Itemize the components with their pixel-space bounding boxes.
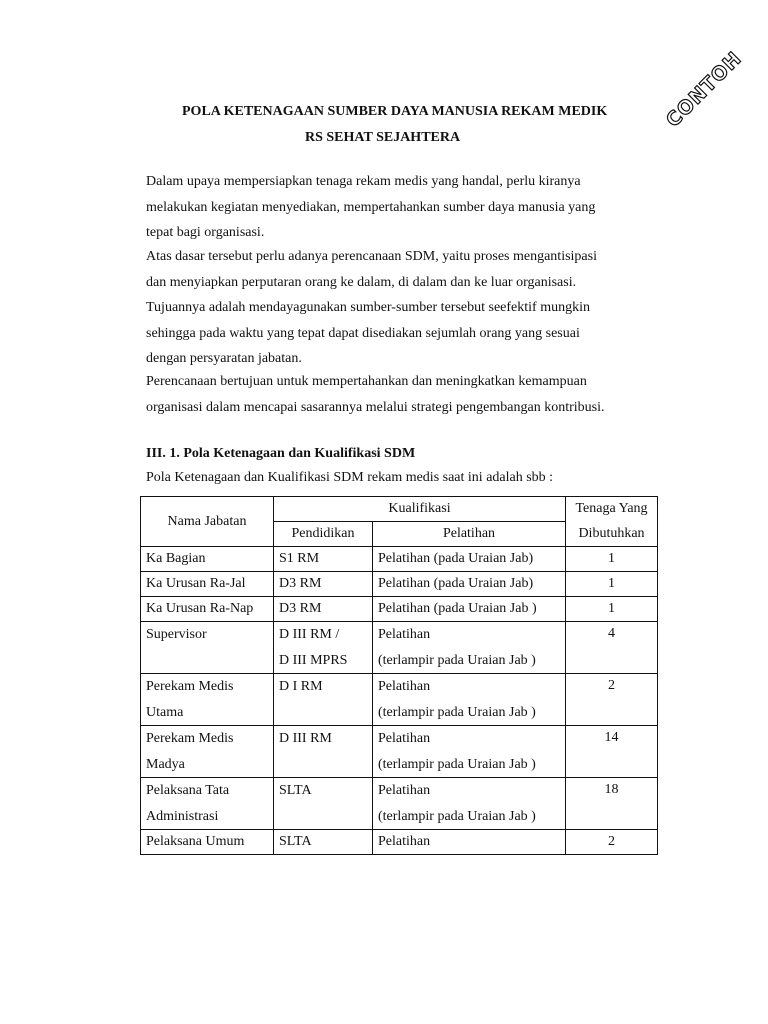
cell-pelatihan bbox=[373, 726, 566, 778]
cell-jumlah: 2 bbox=[566, 674, 658, 726]
cell-jumlah: 4 bbox=[566, 622, 658, 674]
cell-line bbox=[146, 674, 268, 700]
cell-line: D III RM bbox=[279, 731, 332, 746]
cell-pendidikan: D3 RM bbox=[274, 572, 373, 597]
table-row bbox=[141, 674, 658, 726]
cell-line: D III MPRS bbox=[279, 652, 348, 668]
paragraph-1 bbox=[146, 169, 658, 246]
cell-line: SLTA bbox=[279, 783, 312, 798]
word: Tata bbox=[205, 783, 230, 798]
cell-jabatan: Ka Urusan Ra-Jal bbox=[141, 572, 274, 597]
paragraph-line: organisasi dalam mencapai sasarannya melalui strategi pengembangan kontribusi. bbox=[146, 399, 605, 415]
cell-pendidikan: S1 RM bbox=[274, 547, 373, 572]
paragraph-line: sehingga pada waktu yang tepat dapat disediakan sejumlah orang yang sesuai bbox=[146, 325, 580, 341]
document-subtitle: RS SEHAT SEJAHTERA bbox=[305, 130, 461, 145]
header-kualifikasi: Kualifikasi bbox=[274, 497, 566, 522]
cell-jabatan bbox=[141, 778, 274, 830]
paragraph-line: Perencanaan bertujuan untuk mempertahankan dan meningkatkan kemampuan bbox=[146, 374, 587, 389]
cell-jabatan bbox=[141, 622, 274, 674]
cell-pelatihan: Pelatihan (pada Uraian Jab) bbox=[373, 572, 566, 597]
paragraph-line: Tujuannya adalah mendayagunakan sumber-sumber tersebut seefektif mungkin bbox=[146, 300, 590, 315]
table-row bbox=[141, 830, 658, 855]
cell-jabatan: Ka Urusan Ra-Nap bbox=[141, 597, 274, 622]
cell-line: (terlampir pada Uraian Jab ) bbox=[378, 652, 536, 668]
cell-pelatihan: Pelatihan (pada Uraian Jab) bbox=[373, 547, 566, 572]
cell-pelatihan bbox=[373, 622, 566, 674]
cell-line: Pelatihan bbox=[378, 627, 431, 642]
header-tenaga-line2: Dibutuhkan bbox=[566, 522, 658, 547]
paragraph-line: melakukan kegiatan menyediakan, mempertahankan sumber daya manusia yang bbox=[146, 199, 596, 215]
table-row bbox=[141, 572, 658, 597]
cell-jabatan: Ka Bagian bbox=[141, 547, 274, 572]
cell-line: Pelatihan bbox=[378, 679, 431, 694]
cell-jumlah: 2 bbox=[566, 830, 658, 855]
cell-line: (terlampir pada Uraian Jab ) bbox=[378, 756, 536, 772]
table-row bbox=[141, 622, 658, 674]
cell-line: Madya bbox=[146, 756, 185, 772]
paragraph-line: dan menyiapkan perputaran orang ke dalam, di dalam dan ke luar organisasi. bbox=[146, 274, 577, 290]
cell-line: Utama bbox=[146, 704, 184, 720]
header-tenaga-line1: Tenaga Yang bbox=[566, 497, 658, 522]
contoh-stamp: CONTOH bbox=[662, 47, 747, 132]
word: Perekam bbox=[146, 679, 195, 694]
cell-pendidikan bbox=[274, 726, 373, 778]
cell-line: Pelatihan bbox=[378, 731, 431, 746]
cell-line: (terlampir pada Uraian Jab ) bbox=[378, 808, 536, 824]
cell-jumlah: 1 bbox=[566, 547, 658, 572]
cell-jumlah: 1 bbox=[566, 597, 658, 622]
cell-pelatihan bbox=[373, 778, 566, 830]
paragraph-line: dengan persyaratan jabatan. bbox=[146, 351, 302, 366]
word: Pelaksana bbox=[146, 783, 202, 798]
header-nama-jabatan: Nama Jabatan bbox=[141, 497, 274, 547]
cell-jabatan bbox=[141, 726, 274, 778]
table-row bbox=[141, 597, 658, 622]
cell-jumlah: 14 bbox=[566, 726, 658, 778]
cell-line: Supervisor bbox=[146, 627, 207, 642]
cell-line: Administrasi bbox=[146, 808, 219, 824]
word: Medis bbox=[198, 731, 234, 746]
staffing-table bbox=[140, 496, 658, 855]
cell-pendidikan: D3 RM bbox=[274, 597, 373, 622]
table-intro: Pola Ketenagaan dan Kualifikasi SDM rekam medis saat ini adalah sbb : bbox=[146, 470, 554, 485]
paragraph-line: Dalam upaya mempersiapkan tenaga rekam medis yang handal, perlu kiranya bbox=[146, 174, 581, 189]
cell-line: (terlampir pada Uraian Jab ) bbox=[378, 704, 536, 720]
word: Perekam bbox=[146, 731, 195, 746]
cell-line: Pelatihan bbox=[378, 783, 431, 798]
table-header-row bbox=[141, 497, 658, 522]
header-pendidikan: Pendidikan bbox=[274, 522, 373, 547]
cell-line: D I RM bbox=[279, 679, 323, 694]
cell-line: D III RM / bbox=[279, 627, 340, 642]
table-row bbox=[141, 726, 658, 778]
cell-jabatan: Pelaksana Umum bbox=[141, 830, 274, 855]
cell-pendidikan bbox=[274, 622, 373, 674]
cell-jabatan bbox=[141, 674, 274, 726]
cell-pendidikan bbox=[274, 674, 373, 726]
header-pelatihan: Pelatihan bbox=[373, 522, 566, 547]
cell-pendidikan bbox=[274, 778, 373, 830]
cell-line bbox=[146, 778, 268, 804]
paragraph-2 bbox=[146, 244, 658, 372]
cell-pelatihan: Pelatihan bbox=[373, 830, 566, 855]
cell-pendidikan: SLTA bbox=[274, 830, 373, 855]
table-row bbox=[141, 547, 658, 572]
section-heading: III. 1. Pola Ketenagaan dan Kualifikasi SDM bbox=[146, 446, 416, 461]
paragraph-line: Atas dasar tersebut perlu adanya perencanaan SDM, yaitu proses mengantisipasi bbox=[146, 249, 597, 264]
document-title: POLA KETENAGAAN SUMBER DAYA MANUSIA REKAM MEDIK bbox=[182, 104, 608, 119]
cell-pelatihan: Pelatihan (pada Uraian Jab ) bbox=[373, 597, 566, 622]
word: Medis bbox=[198, 679, 234, 694]
cell-line bbox=[146, 726, 268, 752]
cell-jumlah: 18 bbox=[566, 778, 658, 830]
table-row bbox=[141, 778, 658, 830]
paragraph-3 bbox=[146, 369, 658, 420]
cell-jumlah: 1 bbox=[566, 572, 658, 597]
paragraph-line: tepat bagi organisasi. bbox=[146, 225, 265, 240]
cell-pelatihan bbox=[373, 674, 566, 726]
